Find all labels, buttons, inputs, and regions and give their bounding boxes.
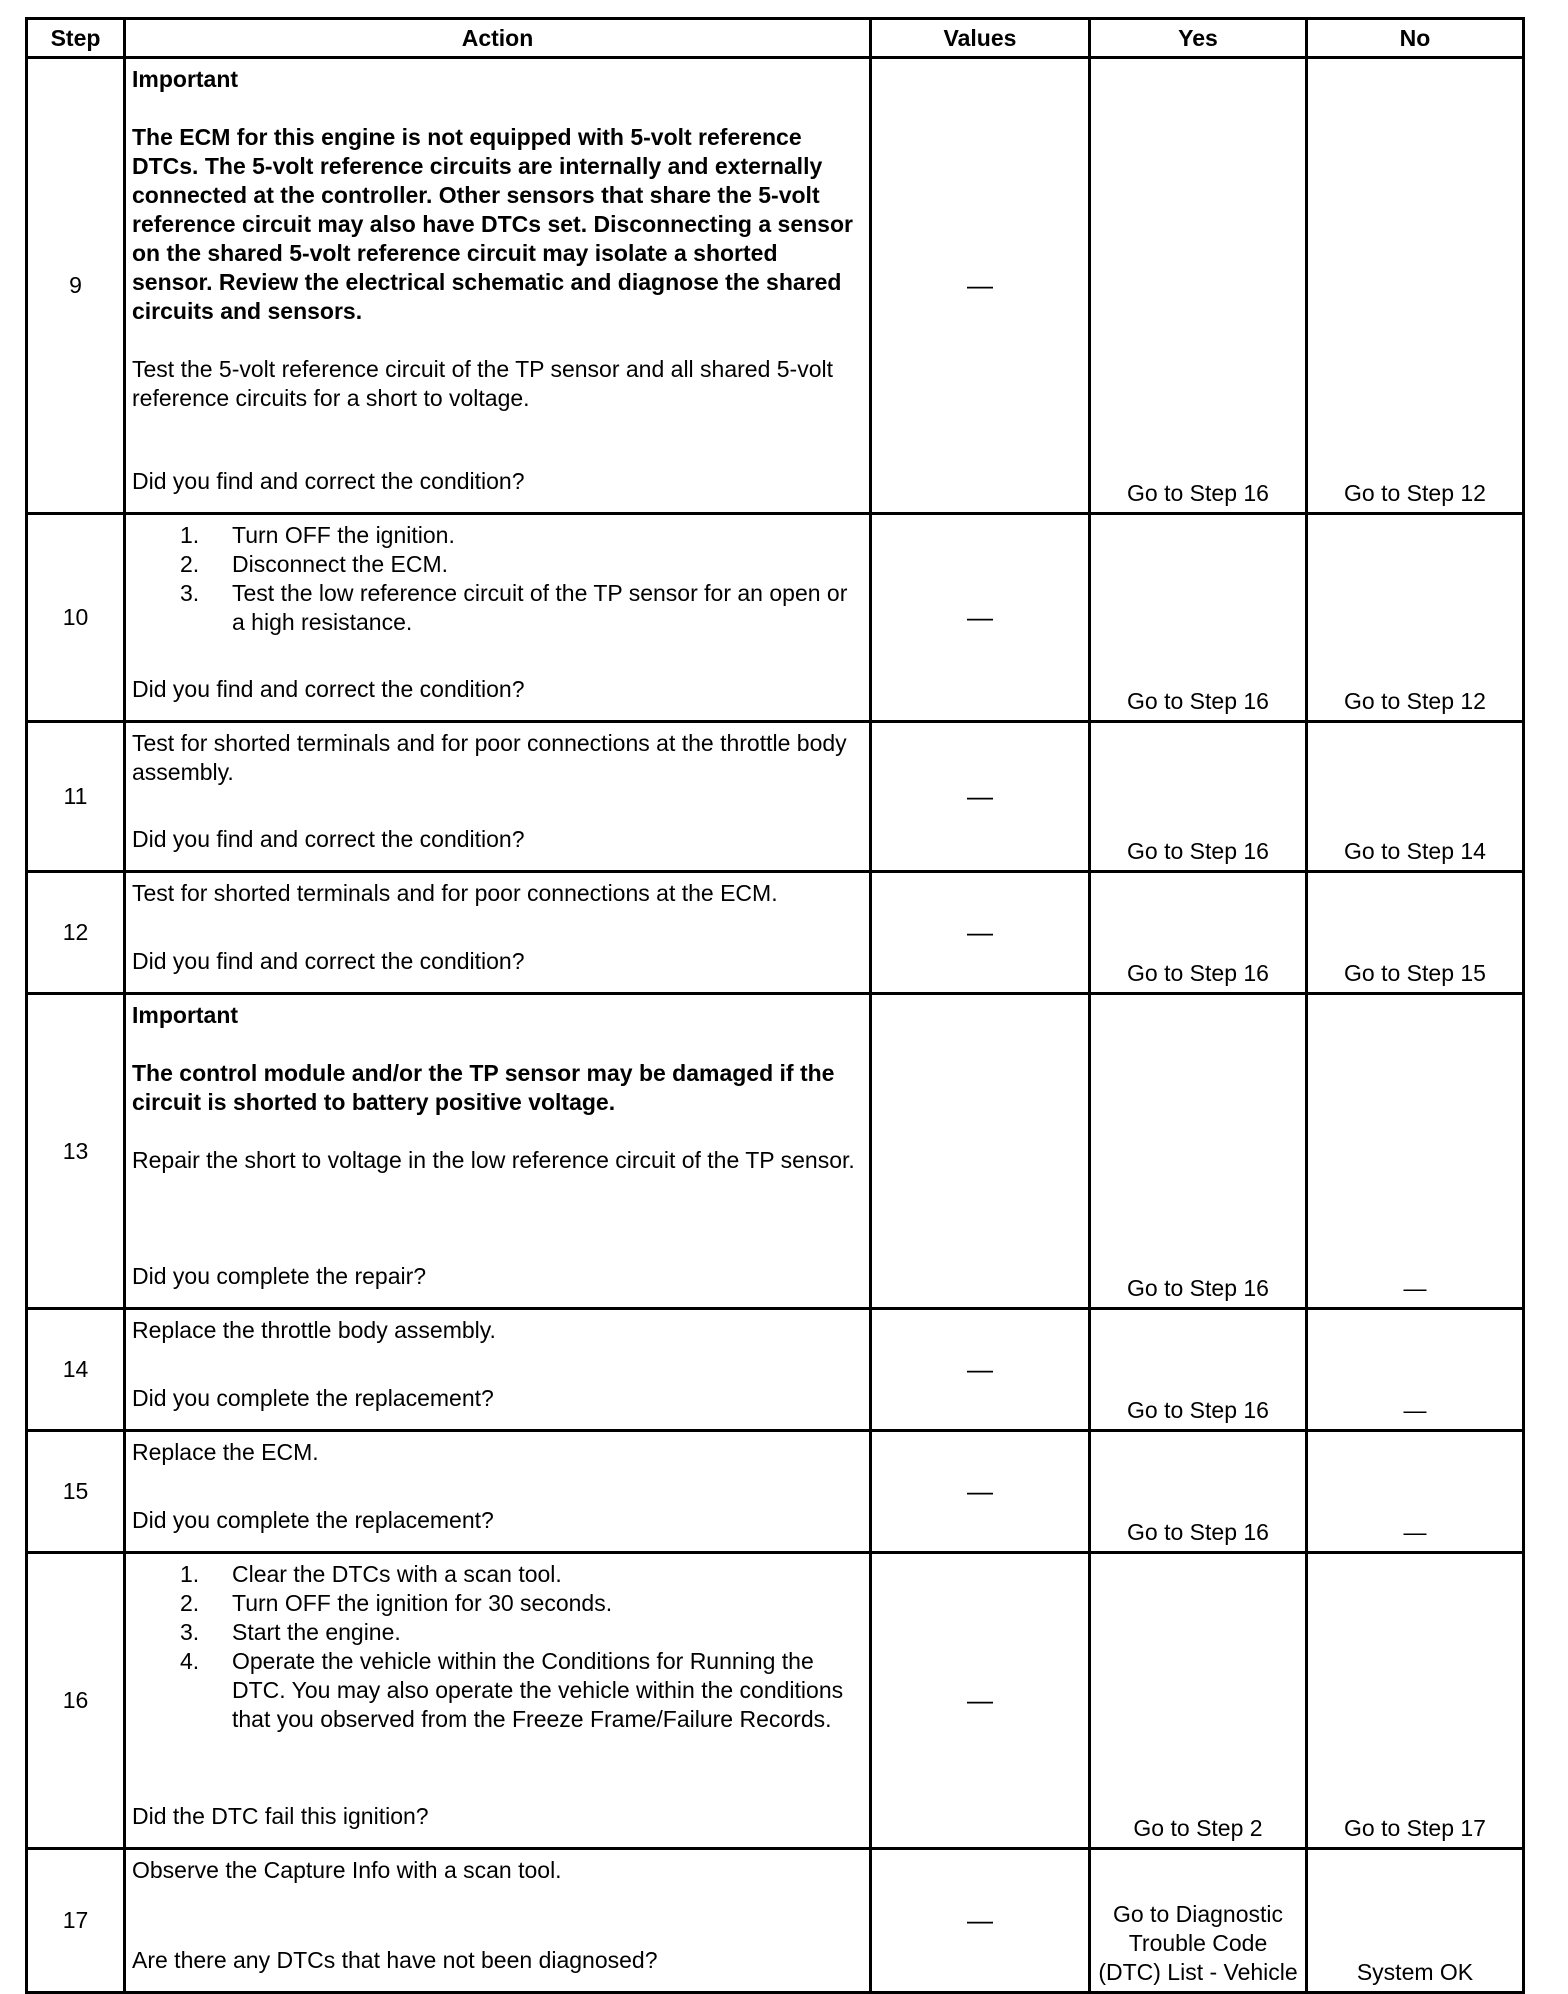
yes-cell: Go to Step 16 <box>1090 1309 1307 1431</box>
step-number: 13 <box>27 994 125 1309</box>
action-question: Did you complete the replacement? <box>132 1385 494 1411</box>
action-cell <box>125 722 871 872</box>
no-cell: — <box>1307 994 1524 1309</box>
important-label: Important <box>132 1002 239 1028</box>
yes-cell: Go to Step 16 <box>1090 514 1307 722</box>
list-item: 2. Disconnect the ECM. <box>180 551 449 577</box>
no-cell: Go to Step 15 <box>1307 872 1524 994</box>
values-cell: — <box>871 722 1090 872</box>
action-question: Did you find and correct the condition? <box>132 826 525 852</box>
action-text: Observe the Capture Info with a scan tool. <box>132 1857 562 1883</box>
values-cell: — <box>871 514 1090 722</box>
header-step: Step <box>27 19 125 58</box>
yes-cell: Go to Step 16 <box>1090 722 1307 872</box>
action-text: Repair the short to voltage in the low reference circuit of the TP sensor. <box>132 1147 855 1173</box>
step-number: 16 <box>27 1553 125 1849</box>
action-question: Did you find and correct the condition? <box>132 676 525 702</box>
action-question: Did the DTC fail this ignition? <box>132 1803 429 1829</box>
important-note: The control module and/or the TP sensor may be damaged if the circuit is shorted to battery positive voltage. <box>132 1060 835 1115</box>
action-question: Did you complete the repair? <box>132 1263 427 1289</box>
no-cell: — <box>1307 1431 1524 1553</box>
values-cell: — <box>871 1553 1090 1849</box>
diagnostic-table-container <box>25 17 1522 1994</box>
list-item: 1. Turn OFF the ignition. <box>180 522 455 548</box>
action-cell <box>125 1849 871 1993</box>
action-question: Did you find and correct the condition? <box>132 468 525 494</box>
action-question: Did you complete the replacement? <box>132 1507 494 1533</box>
action-cell <box>125 872 871 994</box>
action-text: Replace the throttle body assembly. <box>132 1317 496 1343</box>
values-cell: — <box>871 1309 1090 1431</box>
action-cell <box>125 1309 871 1431</box>
important-note: The ECM for this engine is not equipped with 5-volt reference DTCs. The 5-volt reference circuits are internally and externally connected at the controller. Other sensors that share the 5-volt reference circuit may also have DTCs set. Disconnecting a sensor on the shared 5-volt reference circuit may isolate a shorted sensor. Review the electrical schematic and diagnose the shared circuits and sensors. <box>132 124 853 324</box>
step-number: 17 <box>27 1849 125 1993</box>
action-text: Test the 5-volt reference circuit of the TP sensor and all shared 5-volt reference circuits for a short to voltage. <box>132 356 834 411</box>
action-question: Are there any DTCs that have not been diagnosed? <box>132 1947 658 1973</box>
action-cell <box>125 514 871 722</box>
action-cell <box>125 1431 871 1553</box>
yes-cell: Go to Diagnostic Trouble Code (DTC) List - Vehicle <box>1090 1849 1307 1993</box>
no-cell: Go to Step 12 <box>1307 514 1524 722</box>
yes-cell: Go to Step 16 <box>1090 1431 1307 1553</box>
values-cell: — <box>871 1431 1090 1553</box>
action-steps-list <box>132 521 863 637</box>
step-number: 9 <box>27 58 125 514</box>
no-cell: Go to Step 12 <box>1307 58 1524 514</box>
header-yes: Yes <box>1090 19 1307 58</box>
values-cell: — <box>871 58 1090 514</box>
list-item: 1. Clear the DTCs with a scan tool. <box>180 1561 562 1587</box>
no-cell: Go to Step 14 <box>1307 722 1524 872</box>
action-text: Replace the ECM. <box>132 1439 319 1465</box>
table-row-step-15 <box>27 1431 1524 1553</box>
list-item: 4. Operate the vehicle within the Conditions for Running the DTC. You may also operate the vehicle within the conditions that you observed from the Freeze Frame/Failure Records. <box>180 1648 844 1732</box>
no-cell: Go to Step 17 <box>1307 1553 1524 1849</box>
table-row-step-9 <box>27 58 1524 514</box>
action-text: Test for shorted terminals and for poor connections at the ECM. <box>132 880 778 906</box>
yes-cell: Go to Step 16 <box>1090 58 1307 514</box>
action-steps-list <box>132 1560 863 1734</box>
action-question: Did you find and correct the condition? <box>132 948 525 974</box>
step-number: 14 <box>27 1309 125 1431</box>
table-row-step-14 <box>27 1309 1524 1431</box>
step-number: 15 <box>27 1431 125 1553</box>
table-row-step-11 <box>27 722 1524 872</box>
action-cell <box>125 1553 871 1849</box>
list-item: 3. Test the low reference circuit of the TP sensor for an open or a high resistance. <box>180 580 848 635</box>
values-cell: — <box>871 872 1090 994</box>
step-number: 10 <box>27 514 125 722</box>
step-number: 12 <box>27 872 125 994</box>
header-row <box>27 19 1524 58</box>
action-cell <box>125 994 871 1309</box>
values-cell: — <box>871 1849 1090 1993</box>
table-row-step-12 <box>27 872 1524 994</box>
header-action: Action <box>125 19 871 58</box>
table-row-step-13 <box>27 994 1524 1309</box>
yes-cell: Go to Step 16 <box>1090 872 1307 994</box>
header-no: No <box>1307 19 1524 58</box>
list-item: 3. Start the engine. <box>180 1619 401 1645</box>
action-cell <box>125 58 871 514</box>
no-cell: — <box>1307 1309 1524 1431</box>
header-values: Values <box>871 19 1090 58</box>
diagnostic-table <box>25 17 1525 1994</box>
table-row-step-10 <box>27 514 1524 722</box>
yes-cell: Go to Step 16 <box>1090 994 1307 1309</box>
step-number: 11 <box>27 722 125 872</box>
values-cell <box>871 994 1090 1309</box>
important-label: Important <box>132 66 239 92</box>
no-cell: System OK <box>1307 1849 1524 1993</box>
yes-cell: Go to Step 2 <box>1090 1553 1307 1849</box>
list-item: 2. Turn OFF the ignition for 30 seconds. <box>180 1590 613 1616</box>
table-row-step-17 <box>27 1849 1524 1993</box>
table-row-step-16 <box>27 1553 1524 1849</box>
action-text: Test for shorted terminals and for poor connections at the throttle body assembly. <box>132 730 847 785</box>
